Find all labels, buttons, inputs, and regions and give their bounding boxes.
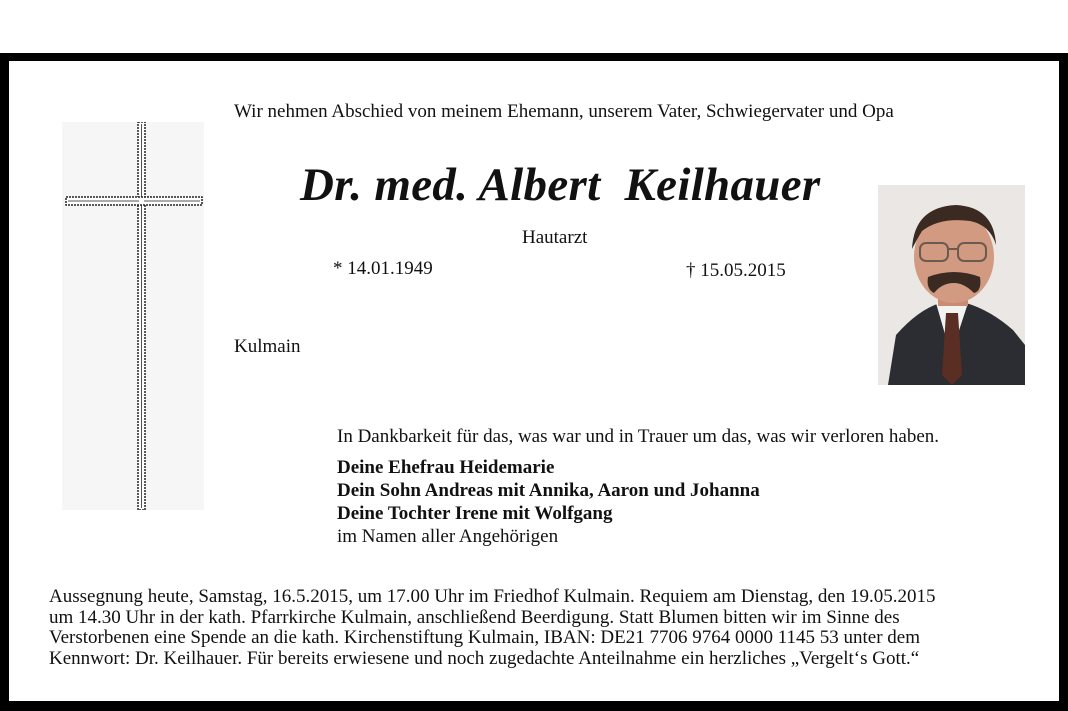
intro-text: Wir nehmen Abschied von meinem Ehemann, unserem Vater, Schwiegervater und Opa <box>234 101 894 122</box>
gratitude-text: In Dankbarkeit für das, was war und in Trauer um das, was wir verloren haben. <box>337 426 940 447</box>
footer-line: Verstorbenen eine Spende an die kath. Kirchenstiftung Kulmain, IBAN: DE21 7706 9764 0000 1145 53 unter dem <box>49 627 921 648</box>
cross-icon <box>62 122 204 510</box>
footer-line: Kennwort: Dr. Keilhauer. Für bereits erwiesene und noch zugedachte Anteilnahme ein herzliches „Vergelt‘s Gott.“ <box>49 647 920 669</box>
footer-line: um 14.30 Uhr in der kath. Pfarrkirche Kulmain, anschließend Beerdigung. Statt Blumen bitten wir im Sinne des <box>49 606 900 628</box>
family-closing: im Namen aller Angehörigen <box>337 526 559 547</box>
family-member: Deine Ehefrau Heidemarie <box>337 457 555 478</box>
portrait-photo <box>878 185 1025 385</box>
place-name: Kulmain <box>234 336 301 357</box>
family-member: Dein Sohn Andreas mit Annika, Aaron und Johanna <box>337 480 760 501</box>
birth-date: * 14.01.1949 <box>333 258 433 279</box>
family-list <box>337 456 760 548</box>
death-date: † 15.05.2015 <box>686 260 786 281</box>
footer-text <box>49 587 1039 669</box>
family-member: Deine Tochter Irene mit Wolfgang <box>337 503 613 524</box>
profession: Hautarzt <box>522 227 588 248</box>
deceased-name: Dr. med. Albert Keilhauer <box>300 159 821 211</box>
footer-line: Aussegnung heute, Samstag, 16.5.2015, um 17.00 Uhr im Friedhof Kulmain. Requiem am Dienstag, den 19.05.2015 <box>49 586 936 607</box>
